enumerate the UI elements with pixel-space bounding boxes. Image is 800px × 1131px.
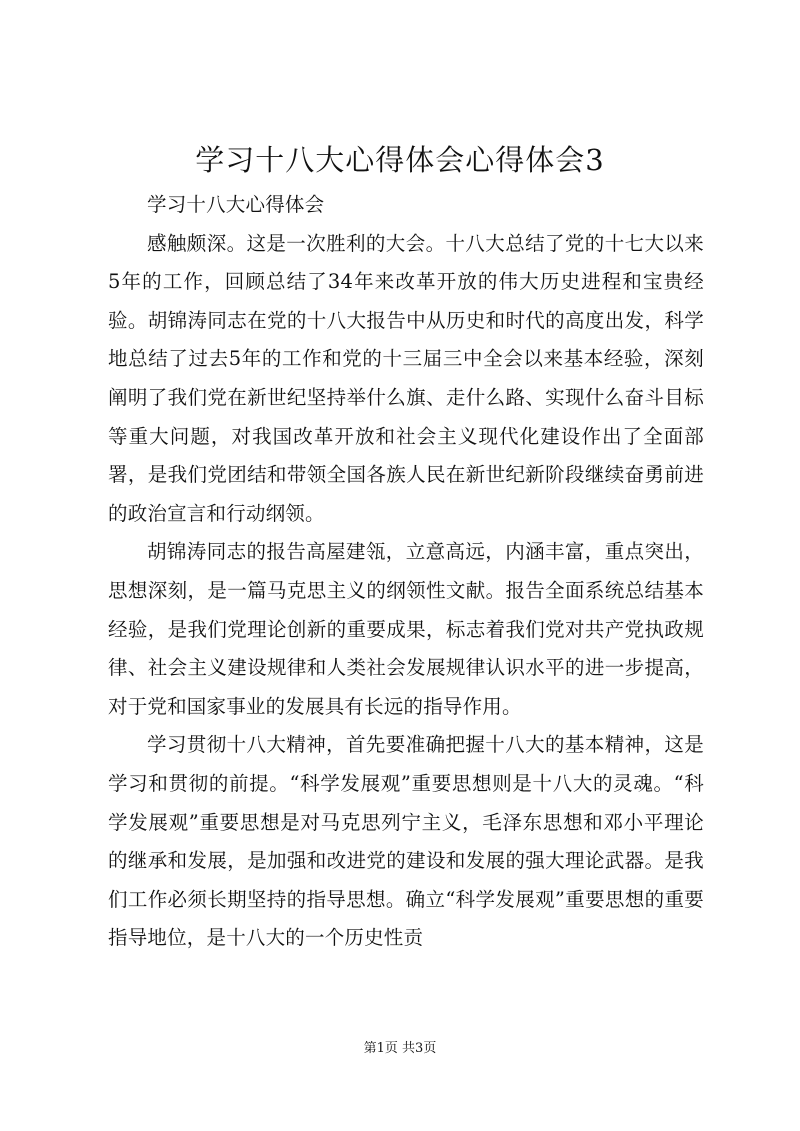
document-title: 学习十八大心得体会心得体会3 [195, 143, 605, 177]
page-footer: 第1页 共3页 [363, 1041, 437, 1056]
body-paragraph-1: 感触颇深。这是一次胜利的大会。十八大总结了党的十七大以来5年的工作，回顾总结了34年来改革开放的伟大历史进程和宝贵经验。胡锦涛同志在党的十八大报告中从历史和时代的高度出发，科学地总结了过去5年的工作和党的十三届三中全会以来基本经验，深刻阐明了我们党在新世纪坚持举什么旗、走什么路、实现什么奋斗目标等重大问题，对我国改革开放和社会主义现代化建设作出了全面部署，是我们党团结和带领全国各族人民在新世纪新阶段继续奋勇前进的政治宣言和行动纲领。 [108, 231, 704, 525]
body-paragraph-3: 学习贯彻十八大精神，首先要准确把握十八大的基本精神，这是学习和贯彻的前提。“科学发展观”重要思想则是十八大的灵魂。“科学发展观”重要思想是对马克思列宁主义，毛泽东思想和邓小平理论的继承和发展，是加强和改进党的建设和发展的强大理论武器。是我们工作必须长期坚持的指导思想。确立“科学发展观”重要思想的重要指导地位，是十八大的一个历史性贡 [108, 733, 704, 950]
subtitle-paragraph: 学习十八大心得体会 [147, 193, 325, 216]
body-paragraph-2: 胡锦涛同志的报告高屋建瓴，立意高远，内涵丰富，重点突出，思想深刻，是一篇马克思主义的纲领性文献。报告全面系统总结基本经验，是我们党理论创新的重要成果，标志着我们党对共产党执政规律、社会主义建设规律和人类社会发展规律认识水平的进一步提高，对于党和国家事业的发展具有长远的指导作用。 [108, 540, 704, 718]
document-body [108, 186, 704, 958]
